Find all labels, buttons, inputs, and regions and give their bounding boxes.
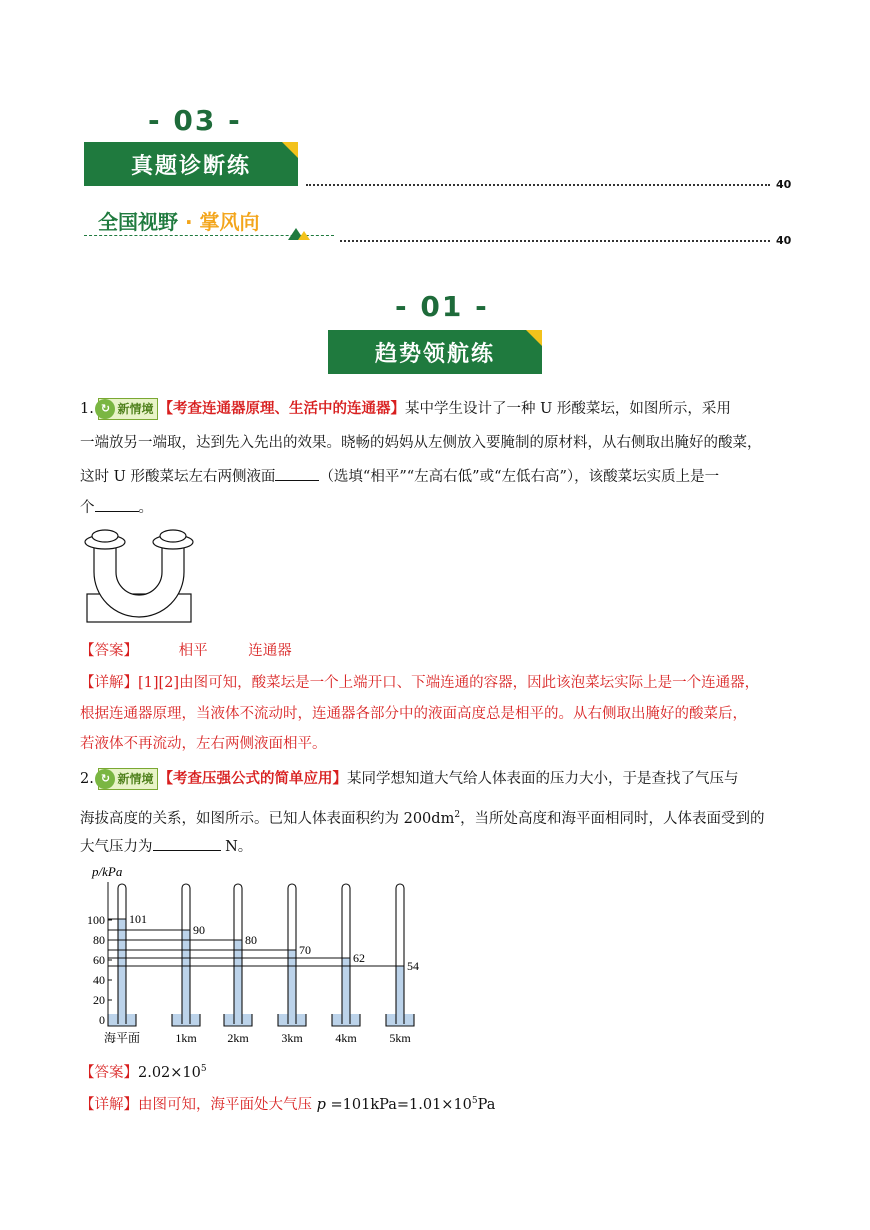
mercury-column	[342, 958, 350, 1020]
q1-answer-label: 【答案】	[80, 643, 138, 659]
subsection-title-part1: 全国视野	[98, 210, 178, 234]
section3-banner[interactable]	[84, 142, 298, 186]
q1-tag	[98, 398, 158, 420]
q1-detail3: 若液体不再流动，左右两侧液面相平。	[80, 736, 327, 752]
mercury-dish	[332, 1014, 360, 1026]
refresh-icon: ↻	[95, 399, 115, 419]
barometer-tube	[108, 884, 136, 1026]
q1-detail2: 根据连通器原理，当液体不流动时，连通器各部分中的液面高度总是相平的。从右侧取出腌好的酸菜后，	[80, 706, 747, 722]
q1-answer	[80, 640, 292, 662]
barometer-tube	[172, 884, 200, 1026]
section1-title: 趋势领航练	[374, 341, 495, 367]
q1-text-line3b: （选填“相平”“左高右低”或“左低右高”），该酸菜坛实质上是一	[319, 469, 720, 485]
q1-detail-line1	[80, 672, 759, 694]
q1-number: 1.	[80, 401, 94, 417]
section3-page-number[interactable]: 40	[776, 178, 792, 191]
subsection-title[interactable]	[98, 206, 260, 235]
q2-topic: 【考查压强公式的简单应用】	[158, 770, 347, 787]
mercury-dish	[224, 1014, 252, 1026]
q2-answer	[80, 1058, 207, 1084]
q1-line1	[80, 398, 731, 420]
subsection-title-part2: 掌风向	[199, 210, 260, 234]
q2-detail-sup: 5	[471, 1096, 478, 1106]
category-label: 4km	[335, 1031, 357, 1045]
mercury-column	[234, 940, 242, 1020]
triangle-decor-icon	[288, 226, 312, 240]
value-label: 80	[245, 933, 257, 947]
q2-detail-unit: Pa	[477, 1096, 496, 1113]
q2-line2	[80, 804, 765, 830]
subsection-leader-dots	[340, 240, 770, 242]
q2-text-line2a: 海拔高度的关系，如图所示。已知人体表面积约为 200dm	[80, 810, 455, 827]
banner-corner-icon	[526, 330, 542, 346]
q1-detail1: [1][2]由图可知，酸菜坛是一个上端开口、下端连通的容器，因此该泡菜坛实际上是一个连通器，	[138, 675, 760, 691]
q2-detail	[80, 1090, 495, 1116]
refresh-icon: ↻	[95, 769, 115, 789]
value-label: 70	[299, 943, 311, 957]
q1-blank1[interactable]	[275, 466, 319, 481]
banner-corner-icon	[282, 142, 298, 158]
section3-number: - 03 -	[148, 104, 242, 137]
subsection-title-dot: ·	[184, 210, 193, 234]
q1-tag-label: 新情境	[117, 402, 154, 416]
q2-detail-formula: p	[316, 1096, 326, 1113]
y-tick-label: 40	[93, 973, 105, 987]
q2-line3	[80, 836, 252, 858]
mercury-column	[288, 950, 296, 1020]
value-label: 54	[407, 959, 419, 973]
category-label: 3km	[281, 1031, 303, 1045]
q2-answer-sup: 5	[200, 1064, 207, 1074]
category-label: 海平面	[103, 1031, 141, 1045]
barometer-tube	[224, 884, 252, 1026]
q2-tag-label: 新情境	[117, 772, 154, 786]
category-label: 5km	[389, 1031, 411, 1045]
q2-text-line3b: N。	[220, 839, 253, 855]
pressure-altitude-chart	[78, 862, 428, 1047]
q1-text-line4b: 。	[138, 500, 153, 516]
y-tick-label: 80	[93, 933, 105, 947]
y-tick-label: 20	[93, 993, 105, 1007]
q2-line1	[80, 768, 738, 790]
barometer-tube	[386, 884, 414, 1026]
q1-line4	[80, 497, 153, 519]
q2-detail-formula2: =101kPa=1.01×10	[325, 1096, 472, 1113]
mercury-dish	[386, 1014, 414, 1026]
q1-answer1: 相平	[178, 643, 208, 659]
value-label: 62	[353, 951, 365, 965]
mercury-column	[182, 930, 190, 1020]
u-shaped-jar-figure	[80, 526, 200, 630]
toc-leader-dots	[306, 184, 770, 186]
mercury-column	[396, 966, 404, 1020]
q2-detail-text: 由图可知，海平面处大气压	[138, 1096, 317, 1113]
q2-text-line1: 某同学想知道大气给人体表面的压力大小，于是查找了气压与	[346, 771, 739, 787]
value-label: 90	[193, 923, 205, 937]
q2-tag	[98, 768, 158, 790]
q1-detail-label: 【详解】	[80, 675, 138, 691]
mercury-dish	[172, 1014, 200, 1026]
q1-text-line3a: 这时 U 形酸菜坛左右两侧液面	[80, 469, 276, 485]
section3-title: 真题诊断练	[130, 153, 251, 179]
q2-text-line2b: ，当所处高度和海平面相同时，人体表面受到的	[460, 810, 765, 827]
q2-number: 2.	[80, 771, 94, 787]
q1-text-line2: 一端放另一端取，达到先入先出的效果。晓畅的妈妈从左侧放入要腌制的原材料，从右侧取出腌好的酸菜，	[80, 435, 762, 451]
q2-answer-label: 【答案】	[80, 1064, 138, 1081]
category-label: 2km	[227, 1031, 249, 1045]
chart-ylabel: p/kPa	[92, 864, 123, 879]
y-tick-label: 100	[87, 913, 105, 927]
q2-answer-value: 2.02×10	[138, 1064, 201, 1081]
q1-line3	[80, 466, 719, 488]
value-label: 101	[129, 912, 147, 926]
q2-detail-label: 【详解】	[80, 1096, 138, 1113]
section1-number: - 01 -	[395, 290, 489, 323]
q2-blank[interactable]	[153, 836, 221, 851]
q1-blank2[interactable]	[95, 497, 139, 512]
mercury-column	[118, 919, 126, 1020]
q2-text-line3a: 大气压力为	[80, 839, 153, 855]
q1-answer2: 连通器	[248, 643, 292, 659]
q1-topic: 【考查连通器原理、生活中的连通器】	[158, 400, 405, 417]
section1-banner	[328, 330, 542, 374]
y-tick-label: 0	[99, 1013, 105, 1027]
category-label: 1km	[175, 1031, 197, 1045]
subsection-page-number[interactable]: 40	[776, 234, 792, 247]
q1-text-line4a: 个	[80, 500, 95, 516]
mercury-dish	[278, 1014, 306, 1026]
q1-text-line1: 某中学生设计了一种 U 形酸菜坛，如图所示，采用	[404, 401, 731, 417]
y-tick-label: 60	[93, 953, 105, 967]
q2-line2-sup: 2	[454, 810, 461, 820]
mercury-dish	[108, 1014, 136, 1026]
